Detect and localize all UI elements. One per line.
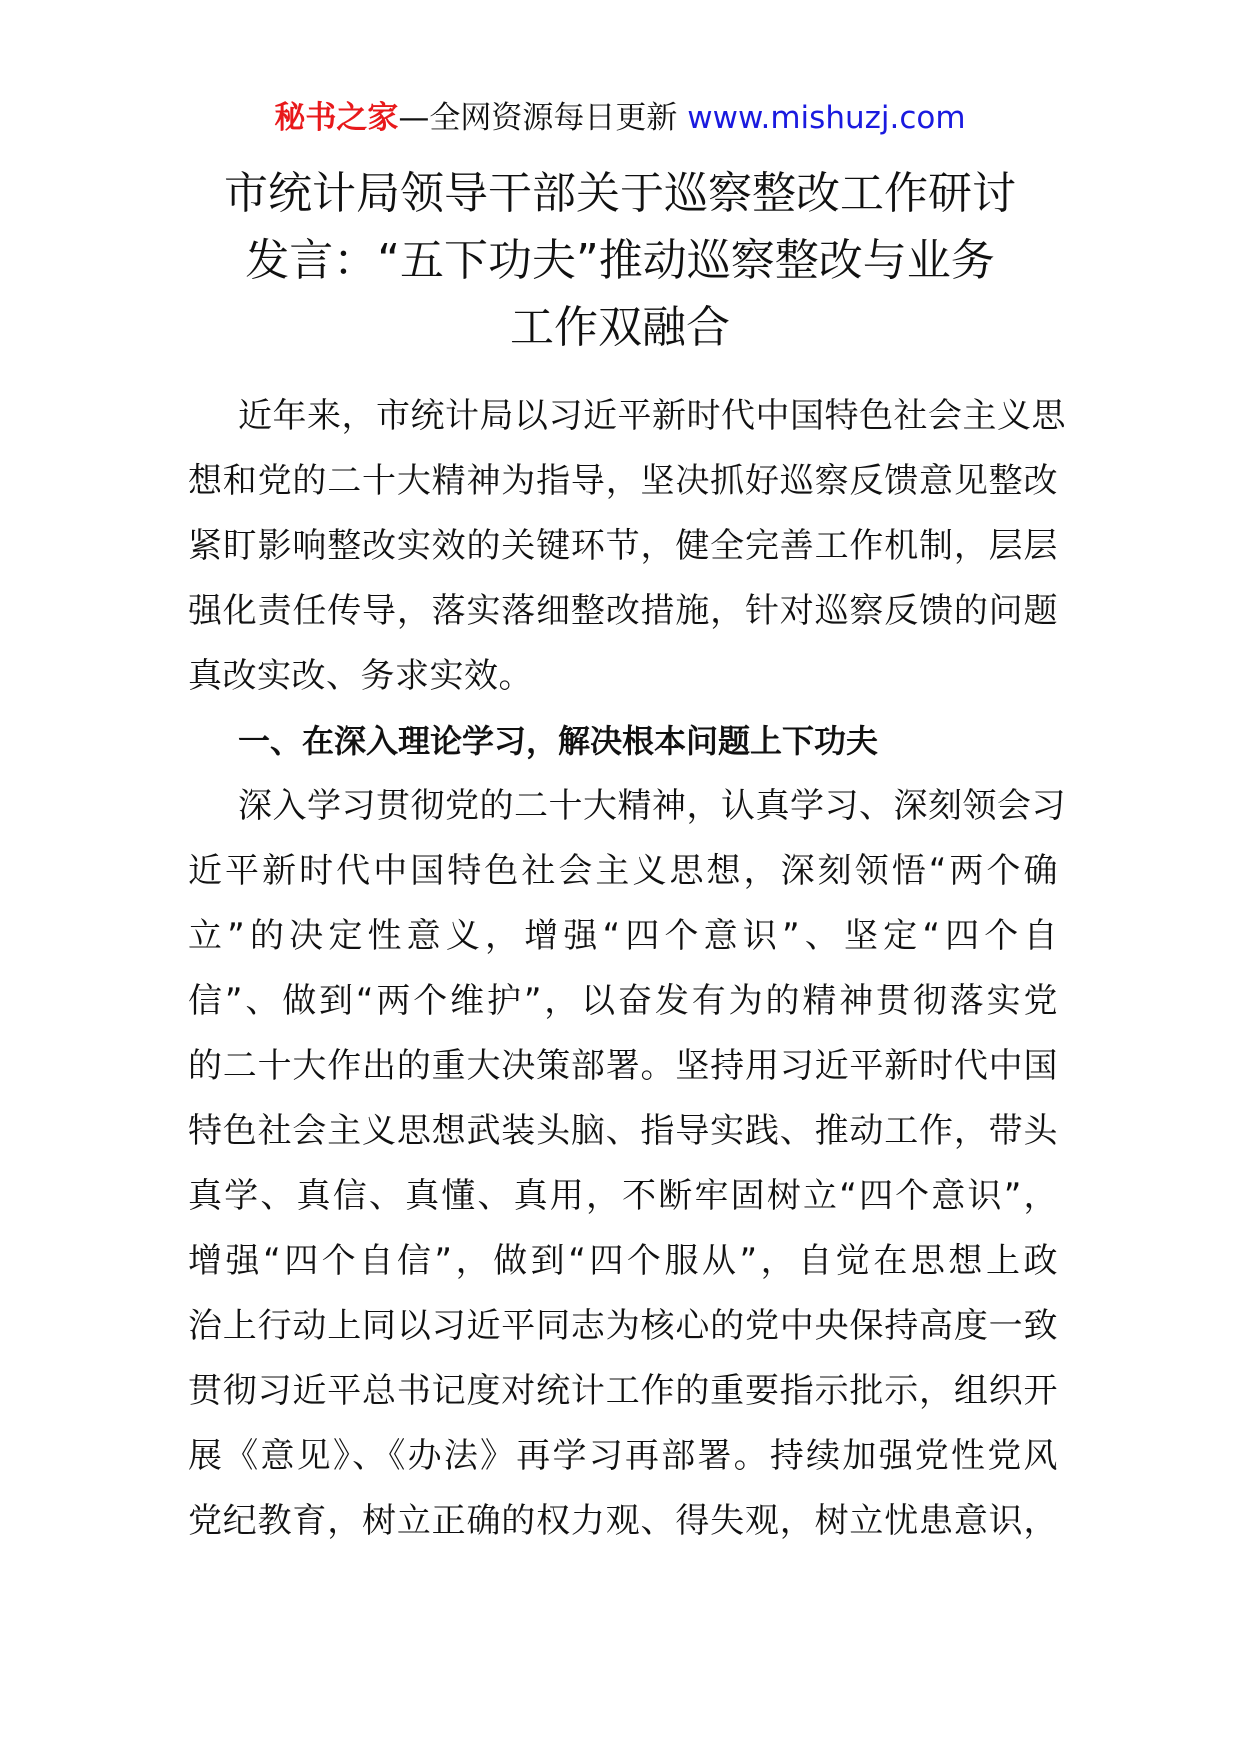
paragraph-line: 贯彻习近平总书记度对统计工作的重要指示批示，组织开 [188, 1371, 1058, 1411]
paragraph-line: 信”、做到“两个维护”，以奋发有为的精神贯彻落实党 [188, 981, 1058, 1021]
paragraph-line: 深入学习贯彻党的二十大精神，认真学习、深刻领会习 [238, 786, 1066, 826]
title-line: 工作双融合 [510, 302, 730, 353]
paragraph-line: 展《意见》、《办法》再学习再部署。持续加强党性党风 [188, 1436, 1058, 1476]
paragraph-line: 近平新时代中国特色社会主义思想，深刻领悟“两个确 [188, 851, 1058, 891]
title-line: 市统计局领导干部关于巡察整改工作研讨 [224, 168, 1016, 219]
document-title [190, 160, 1050, 361]
paragraph-line: 真学、真信、真懂、真用，不断牢固树立“四个意识”， [188, 1176, 1058, 1216]
paragraph-line: 紧盯影响整改实效的关键环节，健全完善工作机制，层层 [188, 526, 1058, 566]
paragraph-line: 的二十大作出的重大决策部署。坚持用习近平新时代中国 [188, 1046, 1058, 1086]
paragraph-line: 特色社会主义思想武装头脑、指导实践、推动工作，带头 [188, 1111, 1058, 1151]
paragraph-line: 真改实改、务求实效。 [188, 656, 533, 696]
paragraph-line: 党纪教育，树立正确的权力观、得失观，树立忧患意识， [188, 1501, 1058, 1541]
paragraph-line: 增强“四个自信”，做到“四个服从”，自觉在思想上政 [188, 1241, 1058, 1281]
section-heading: 一、在深入理论学习，解决根本问题上下功夫 [238, 722, 879, 760]
site-url-link[interactable]: www.mishuzj.com [687, 100, 966, 136]
paragraph-line: 近年来，市统计局以习近平新时代中国特色社会主义思 [238, 396, 1066, 436]
intro-paragraph [188, 384, 1066, 709]
paragraph-line: 立”的决定性意义，增强“四个意识”、坚定“四个自 [188, 916, 1058, 956]
paragraph-line: 强化责任传导，落实落细整改措施，针对巡察反馈的问题 [188, 591, 1058, 631]
paragraph-line: 想和党的二十大精神为指导，坚决抓好巡察反馈意见整改 [188, 461, 1058, 501]
paragraph-line: 治上行动上同以习近平同志为核心的党中央保持高度一致 [188, 1306, 1058, 1346]
site-brand: 秘书之家 [274, 100, 399, 136]
title-line: 发言：“五下功夫”推动巡察整改与业务 [245, 235, 995, 286]
section-paragraph [188, 774, 1066, 1554]
site-header [0, 98, 1240, 138]
site-tagline: —全网资源每日更新 [398, 100, 678, 136]
document-body [188, 384, 1066, 1554]
